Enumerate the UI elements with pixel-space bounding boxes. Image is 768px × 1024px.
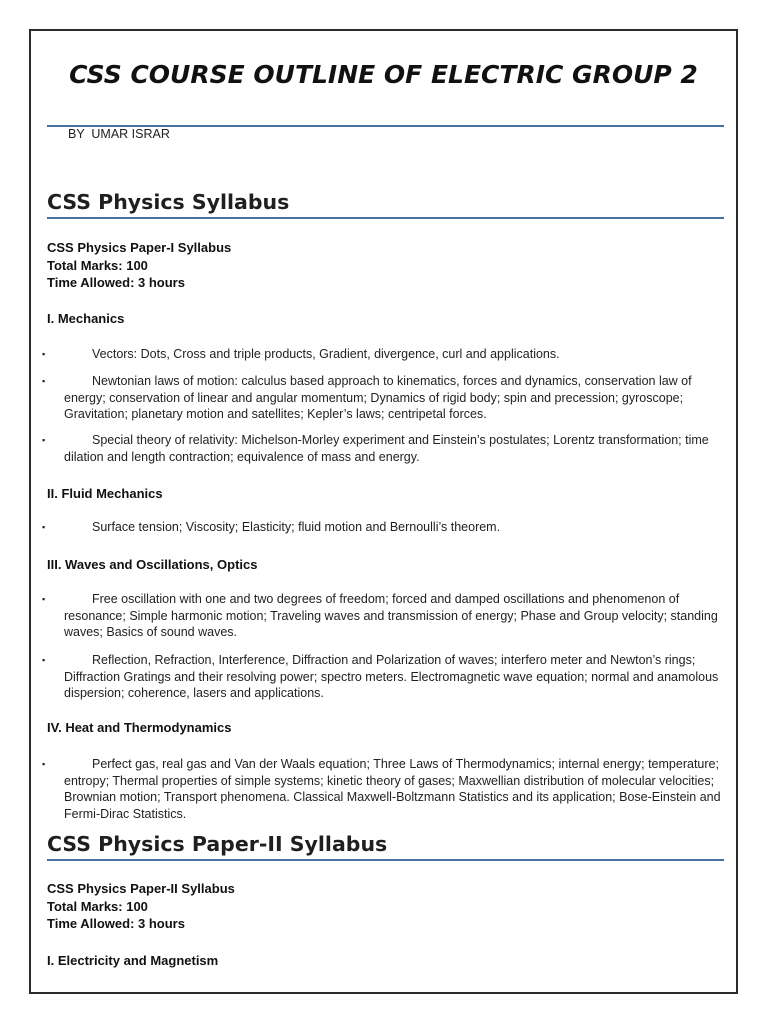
list-item-text: Reflection, Refraction, Interference, Diffraction and Polarization of waves; interfero meter and Newton’s rings; Diffraction Gratings and their resolving power; spectro meters. Electromagnetic wave equation; normal and anamolous dispersion; coherence, lasers and applications. xyxy=(64,653,719,700)
list-item-text: Free oscillation with one and two degrees of freedom; forced and damped oscillations and phenomenon of resonance; Simple harmonic motion; Traveling waves and transmission of energy; Phase and Group velocity; standing waves; Basics of sound waves. xyxy=(64,592,718,639)
list-item-text: Perfect gas, real gas and Van der Waals equation; Three Laws of Thermodynamics; internal energy; temperature; entropy; Thermal properties of simple systems; kinetic theory of gases; Maxwellian distribution of molecular velocities; Brownian motion; Transport phenomena. Classical Maxwell-Boltzmann Statistics and its application; Bose-Einstein and Fermi-Dirac Statistics. xyxy=(64,757,721,821)
subheading-heat-thermodynamics: IV. Heat and Thermodynamics xyxy=(47,720,232,735)
paper-info-block xyxy=(47,239,231,292)
list-item xyxy=(42,519,722,536)
list-item xyxy=(42,591,722,641)
list-item xyxy=(42,346,722,363)
subheading-waves-oscillations-optics: III. Waves and Oscillations, Optics xyxy=(47,557,258,572)
subheading-mechanics: I. Mechanics xyxy=(47,311,125,326)
list-item xyxy=(42,432,722,465)
list-item xyxy=(42,373,722,423)
total-marks: Total Marks: 100 xyxy=(47,257,148,273)
bullet-icon: ▪ xyxy=(42,594,46,604)
time-allowed: Time Allowed: 3 hours xyxy=(47,275,185,290)
bullet-icon: ▪ xyxy=(42,435,46,445)
section-heading-physics-syllabus: CSS Physics Syllabus xyxy=(47,190,290,214)
section-underline xyxy=(47,859,724,861)
list-item-text: Special theory of relativity: Michelson-Morley experiment and Einstein’s postulates; Lorentz transformation; time dilation and length contraction; equivalence of mass and energy. xyxy=(64,433,709,464)
list-item-text: Newtonian laws of motion: calculus based approach to kinematics, forces and dynamics, conservation law of energy; conservation of linear and angular momentum; Dynamics of rigid body; spin and precession; gyroscope; Gravitation; planetary motion and satellites; Kepler’s laws; centripetal forces. xyxy=(64,374,692,421)
bullet-icon: ▪ xyxy=(42,349,46,359)
list-item-text: Vectors: Dots, Cross and triple products, Gradient, divergence, curl and applications. xyxy=(92,347,560,361)
bullet-icon: ▪ xyxy=(42,376,46,386)
paper-name: CSS Physics Paper-II Syllabus xyxy=(47,881,235,896)
subheading-fluid-mechanics: II. Fluid Mechanics xyxy=(47,486,163,501)
list-item xyxy=(42,756,722,822)
subheading-electricity-magnetism: I. Electricity and Magnetism xyxy=(47,953,219,968)
paper-name: CSS Physics Paper-I Syllabus xyxy=(47,240,232,255)
section-heading-paper-ii-syllabus: CSS Physics Paper-II Syllabus xyxy=(47,832,388,856)
author-line: BY UMAR ISRAR xyxy=(68,127,170,141)
paper-info-block xyxy=(47,880,235,933)
document-title: CSS COURSE OUTLINE OF ELECTRIC GROUP 2 xyxy=(69,60,698,89)
bullet-icon: ▪ xyxy=(42,522,46,532)
list-item xyxy=(42,652,722,702)
bullet-icon: ▪ xyxy=(42,655,46,665)
bullet-icon: ▪ xyxy=(42,759,46,769)
list-item-text: Surface tension; Viscosity; Elasticity; fluid motion and Bernoulli’s theorem. xyxy=(92,520,501,534)
document-page xyxy=(29,29,738,994)
total-marks: Total Marks: 100 xyxy=(47,898,148,914)
time-allowed: Time Allowed: 3 hours xyxy=(47,916,185,931)
section-underline xyxy=(47,217,724,219)
